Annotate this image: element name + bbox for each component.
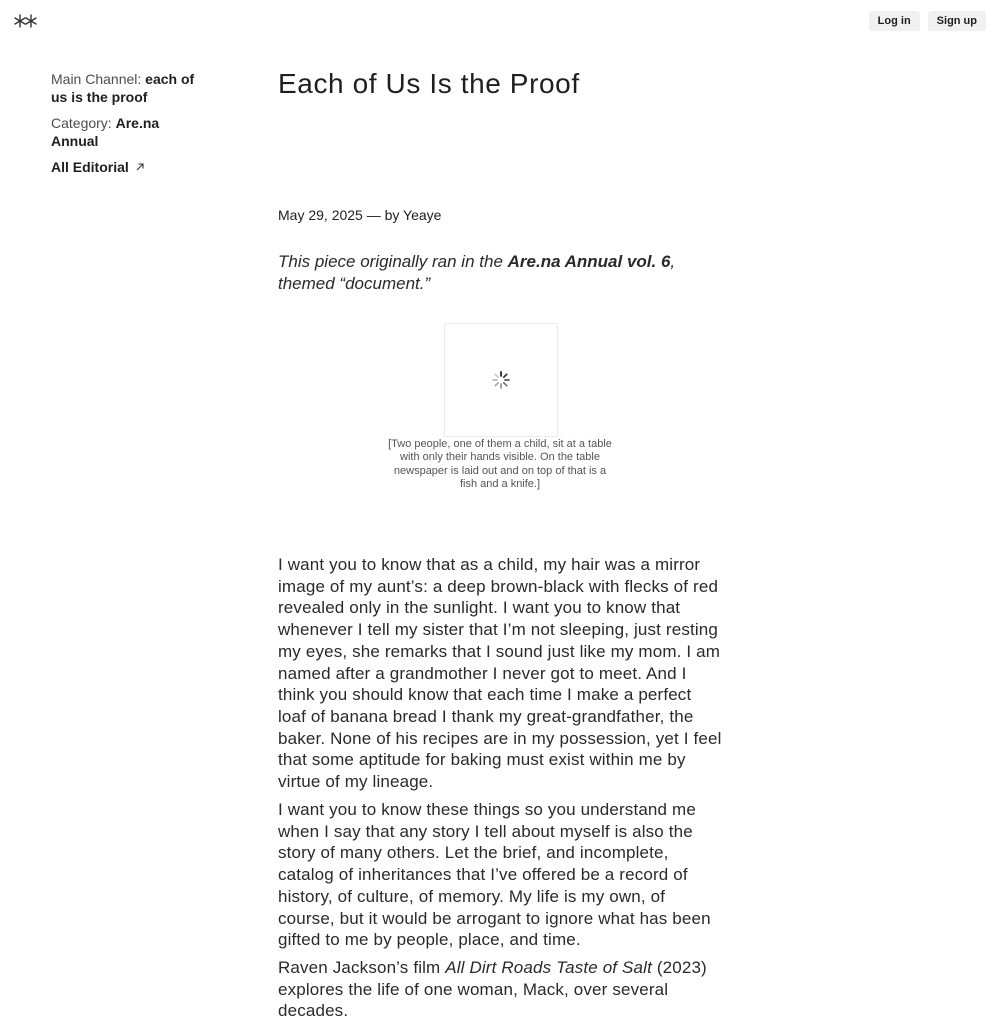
intro-prefix: This piece originally ran in the (278, 252, 508, 271)
article-intro (278, 251, 723, 295)
category-row (51, 114, 201, 150)
article-sidebar (51, 70, 201, 184)
arrow-up-right-icon (135, 162, 145, 172)
signup-button[interactable]: Sign up (928, 11, 986, 31)
all-editorial-row (51, 158, 201, 176)
article-paragraph-3 (278, 957, 723, 1022)
main-channel-link[interactable]: each of us is the proof (51, 71, 195, 105)
all-editorial-link[interactable] (51, 158, 145, 176)
category-label: Category: (51, 115, 112, 131)
paragraph-3-prefix: Raven Jackson’s film (278, 958, 446, 977)
all-editorial-label: All Editorial (51, 159, 129, 175)
article-paragraph-2: I want you to know these things so you understand me when I say that any story I tell about myself is also the story of many others. Let the brief, and incomplete, catalog of inheritances that I’ve offered be a record of history, of culture, of memory. My life is my own, of course, but it would be arrogant to ignore what has been gifted to me by people, place, and time. (278, 800, 711, 950)
login-button[interactable]: Log in (869, 11, 920, 31)
loading-spinner-icon (491, 370, 511, 390)
intro-annual-link[interactable]: Are.na Annual vol. 6 (507, 252, 671, 271)
article-title: Each of Us Is the Proof (278, 68, 580, 99)
article-byline: May 29, 2025 — by Yeaye (278, 207, 442, 223)
category-link[interactable]: Are.na Annual (51, 115, 160, 149)
intro-suffix: , themed “document.” (278, 252, 676, 293)
image-caption: [Two people, one of them a child, sit at a table with only their hands visible. On the table newspaper is laid out and on top of that is a fish and a knife.] (388, 438, 612, 491)
main-channel-row (51, 70, 201, 106)
arena-logo-icon[interactable] (14, 10, 38, 32)
paragraph-3-suffix: (2023) explores the life of one woman, Mack, over several decades. (278, 958, 707, 1021)
film-title: All Dirt Roads Taste of Salt (445, 958, 652, 977)
main-channel-label: Main Channel: (51, 71, 142, 87)
article-paragraph-1: I want you to know that as a child, my hair was a mirror image of my aunt’s: a deep brown-black with flecks of red revealed only in the sunlight. I want you to know that whenever I tell my sister that I’m not sleeping, just resting my eyes, she remarks that I sound just like my mom. I am named after a grandmother I never got to meet. And I think you should know that each time I make a perfect loaf of banana bread I thank my great-grandfather, the baker. None of his recipes are in my possession, yet I feel that some aptitude for baking must exist within me by virtue of my lineage. (278, 555, 722, 792)
auth-buttons (869, 11, 986, 31)
article-image[interactable] (444, 323, 558, 437)
